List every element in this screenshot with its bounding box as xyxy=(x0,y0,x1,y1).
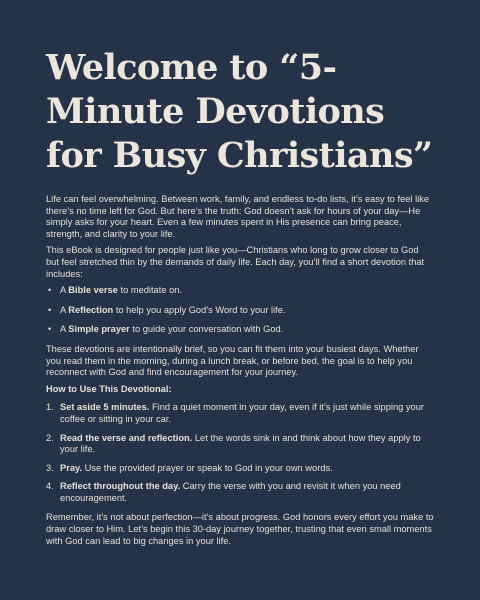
steps-list xyxy=(46,402,434,504)
about-paragraph: This eBook is designed for people just like you—Christians who long to grow closer to God but feel stretched thin by the demands of daily life. Each day, you’ll find a short devotion that includes: xyxy=(46,245,425,279)
feature-term: Bible verse xyxy=(68,285,118,296)
step-title: Set aside 5 minutes. xyxy=(60,402,150,413)
step-number: 2. xyxy=(46,432,54,443)
feature-term: Reflection xyxy=(68,304,114,315)
feature-term: Simple prayer xyxy=(68,324,130,335)
list-item: • A Bible verse to meditate on. xyxy=(46,285,434,297)
step-number: 3. xyxy=(46,462,54,473)
step-title: Read the verse and reflection. xyxy=(60,432,193,443)
features-list xyxy=(46,285,434,336)
page-title: Welcome to “5-Minute Devotions for Busy Christians” xyxy=(46,47,433,176)
list-item: • A Simple prayer to guide your conversation with God. xyxy=(46,324,434,336)
intro-paragraph: Life can feel overwhelming. Between work, family, and endless to-do lists, it’s easy to feel like there’s no time left for God. But here’s the truth: God doesn’t ask for hours of your day—He simply asks for your heart. Even a few minutes spent in His presence can bring peace, strength, and clarity to your life. xyxy=(46,194,430,239)
list-item: 1. Set aside 5 minutes. Find a quiet moment in your day, even if it’s just while sipping your coffee or sitting in your car. xyxy=(46,402,424,424)
list-item: • A Reflection to help you apply God’s Word to your life. xyxy=(46,305,434,317)
list-item: 4. Reflect throughout the day. Carry the verse with you and revisit it when you need encouragement. xyxy=(46,481,401,503)
list-item: 3. Pray. Use the provided prayer or speak to God in your own words. xyxy=(46,462,333,473)
step-number: 4. xyxy=(46,481,54,492)
step-title: Pray. xyxy=(60,462,83,473)
closing-paragraph: Remember, it’s not about perfection—it’s about progress. God honors every effort you make to draw closer to Him. Let’s begin this 30-day journey together, trusting that even small moments with God can lead to big changes in your life. xyxy=(46,512,434,546)
list-item: 2. Read the verse and reflection. Let the words sink in and think about how they apply to your life. xyxy=(46,432,421,455)
step-number: 1. xyxy=(46,402,54,413)
brief-paragraph: These devotions are intentionally brief, so you can fit them into your busiest days. Whether you read them in the morning, during a lunch break, or before bed, the goal is to help you reconnect with God and find encouragement for your journey. xyxy=(46,343,419,378)
step-title: Reflect throughout the day. xyxy=(60,481,181,492)
howto-heading: How to Use This Devotional: xyxy=(46,383,172,394)
